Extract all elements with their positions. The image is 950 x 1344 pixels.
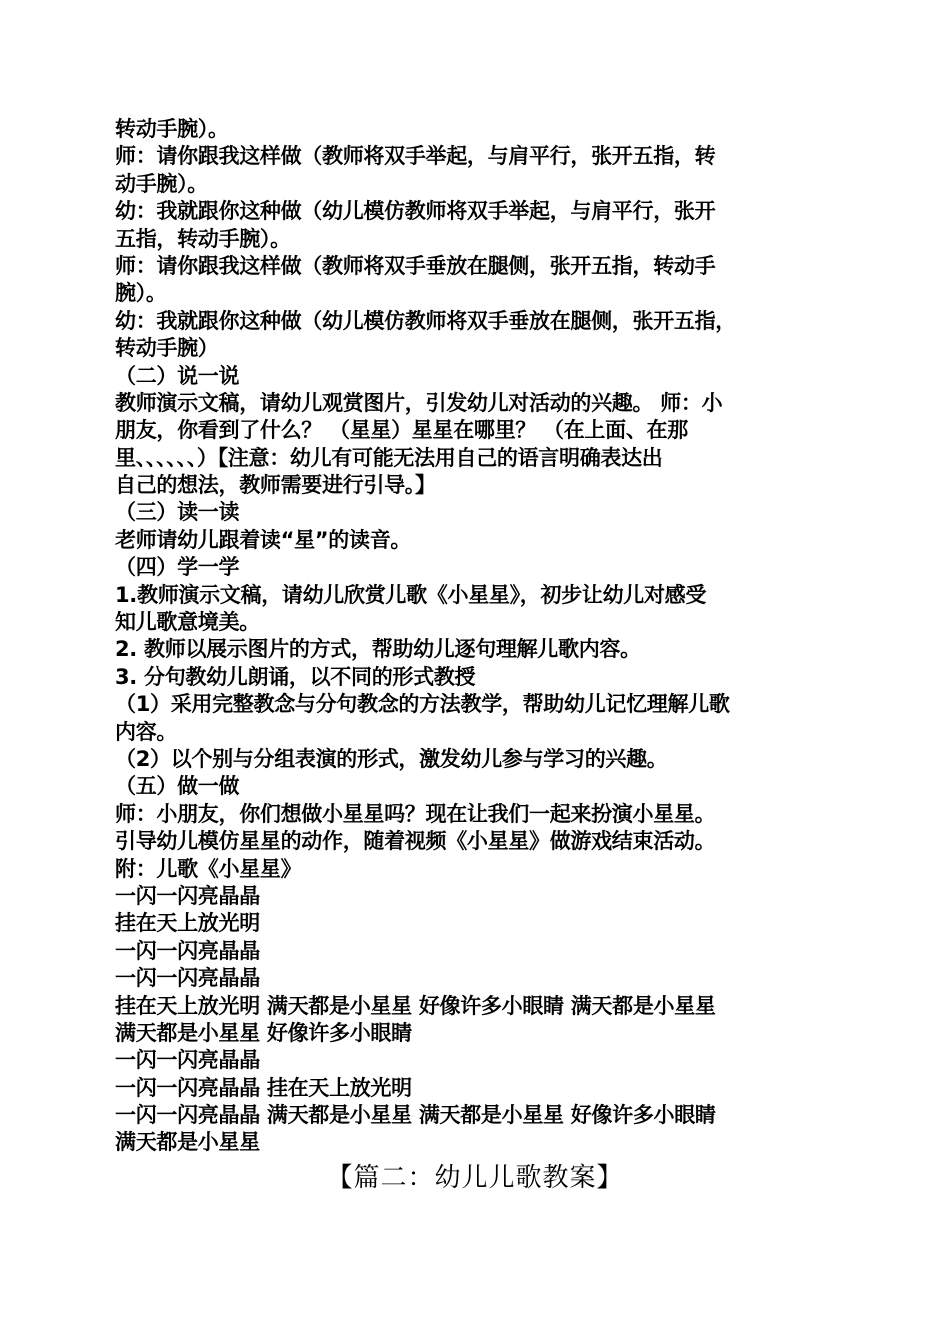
poem-line: 一闪一闪亮晶晶 (115, 938, 260, 963)
poem-line: 一闪一闪亮晶晶 (115, 966, 260, 991)
text-line: 引导幼儿模仿星星的动作，随着视频《小星星》做游戏结束活动。 (115, 829, 716, 854)
text-line: 老师请幼儿跟着读“星”的读音。 (115, 527, 412, 552)
poem-line: 一闪一闪亮晶晶 满天都是小星星 满天都是小星星 好像许多小眼睛 (115, 1103, 716, 1128)
text-line: 腕）。 (115, 281, 167, 306)
text-line: 师：小朋友，你们想做小星星吗？现在让我们一起来扮演小星星。 (115, 801, 716, 826)
text-line: 附：儿歌《小星星》 (115, 856, 302, 881)
section-subheading: （四）学一学 (115, 555, 240, 580)
text-line: （2）以个别与分组表演的形式，激发幼儿参与学习的兴趣。 (115, 746, 668, 771)
text-line: 转动手腕）。 (115, 117, 229, 141)
text-line: 幼：我就跟你这种做（幼儿模仿教师将双手垂放在腿侧，张开五指， (115, 308, 736, 333)
text-line: 师：请你跟我这样做（教师将双手举起，与肩平行，张开五指，转 (115, 144, 716, 169)
poem-line: 一闪一闪亮晶晶 (115, 1048, 260, 1073)
text-line: 朋友，你看到了什么？ （星星）星星在哪里？ （在上面、在那 (115, 418, 688, 443)
section-subheading: （二）说一说 (115, 363, 240, 388)
text-line: 2. 教师以展示图片的方式，帮助幼儿逐句理解儿歌内容。 (115, 637, 641, 662)
poem-line: 一闪一闪亮晶晶 (115, 883, 260, 908)
poem-line: 一闪一闪亮晶晶 挂在天上放光明 (115, 1075, 412, 1100)
text-line: （1）采用完整教念与分句教念的方法教学，帮助幼儿记忆理解儿歌 (115, 692, 730, 717)
text-line: 教师演示文稿，请幼儿观赏图片，引发幼儿对活动的兴趣。 师：小 (115, 390, 723, 415)
poem-line: 满天都是小星星 (115, 1130, 260, 1155)
text-line: 幼：我就跟你这种做（幼儿模仿教师将双手举起，与肩平行，张开 (115, 199, 716, 224)
text-line: 自己的想法，教师需要进行引导。】 (115, 473, 436, 498)
text-line: 转动手腕） (115, 336, 219, 361)
section-subheading: （五）做一做 (115, 774, 240, 799)
section-heading: 【篇二：幼儿儿歌教案】 (326, 1163, 624, 1193)
text-line: 1.教师演示文稿，请幼儿欣赏儿歌《小星星》，初步让幼儿对感受 (115, 582, 707, 607)
text-line: 知儿歌意境美。 (115, 610, 260, 635)
poem-line: 挂在天上放光明 满天都是小星星 好像许多小眼睛 满天都是小星星 (115, 993, 716, 1018)
poem-line: 挂在天上放光明 (115, 911, 260, 936)
text-line: 3. 分句教幼儿朗诵，以不同的形式教授 (115, 664, 476, 689)
section-subheading: （三）读一读 (115, 500, 240, 525)
poem-line: 满天都是小星星 好像许多小眼睛 (115, 1020, 412, 1045)
text-line: 内容。 (115, 719, 178, 744)
text-line: 五指，转动手腕）。 (115, 226, 291, 251)
text-line: 里、、、、、、）【注意：幼儿有可能无法用自己的语言明确表达出 (115, 445, 663, 470)
body-text (115, 116, 843, 1157)
text-line: 师：请你跟我这样做（教师将双手垂放在腿侧，张开五指，转动手 (115, 253, 716, 278)
text-line: 动手腕）。 (115, 171, 208, 196)
